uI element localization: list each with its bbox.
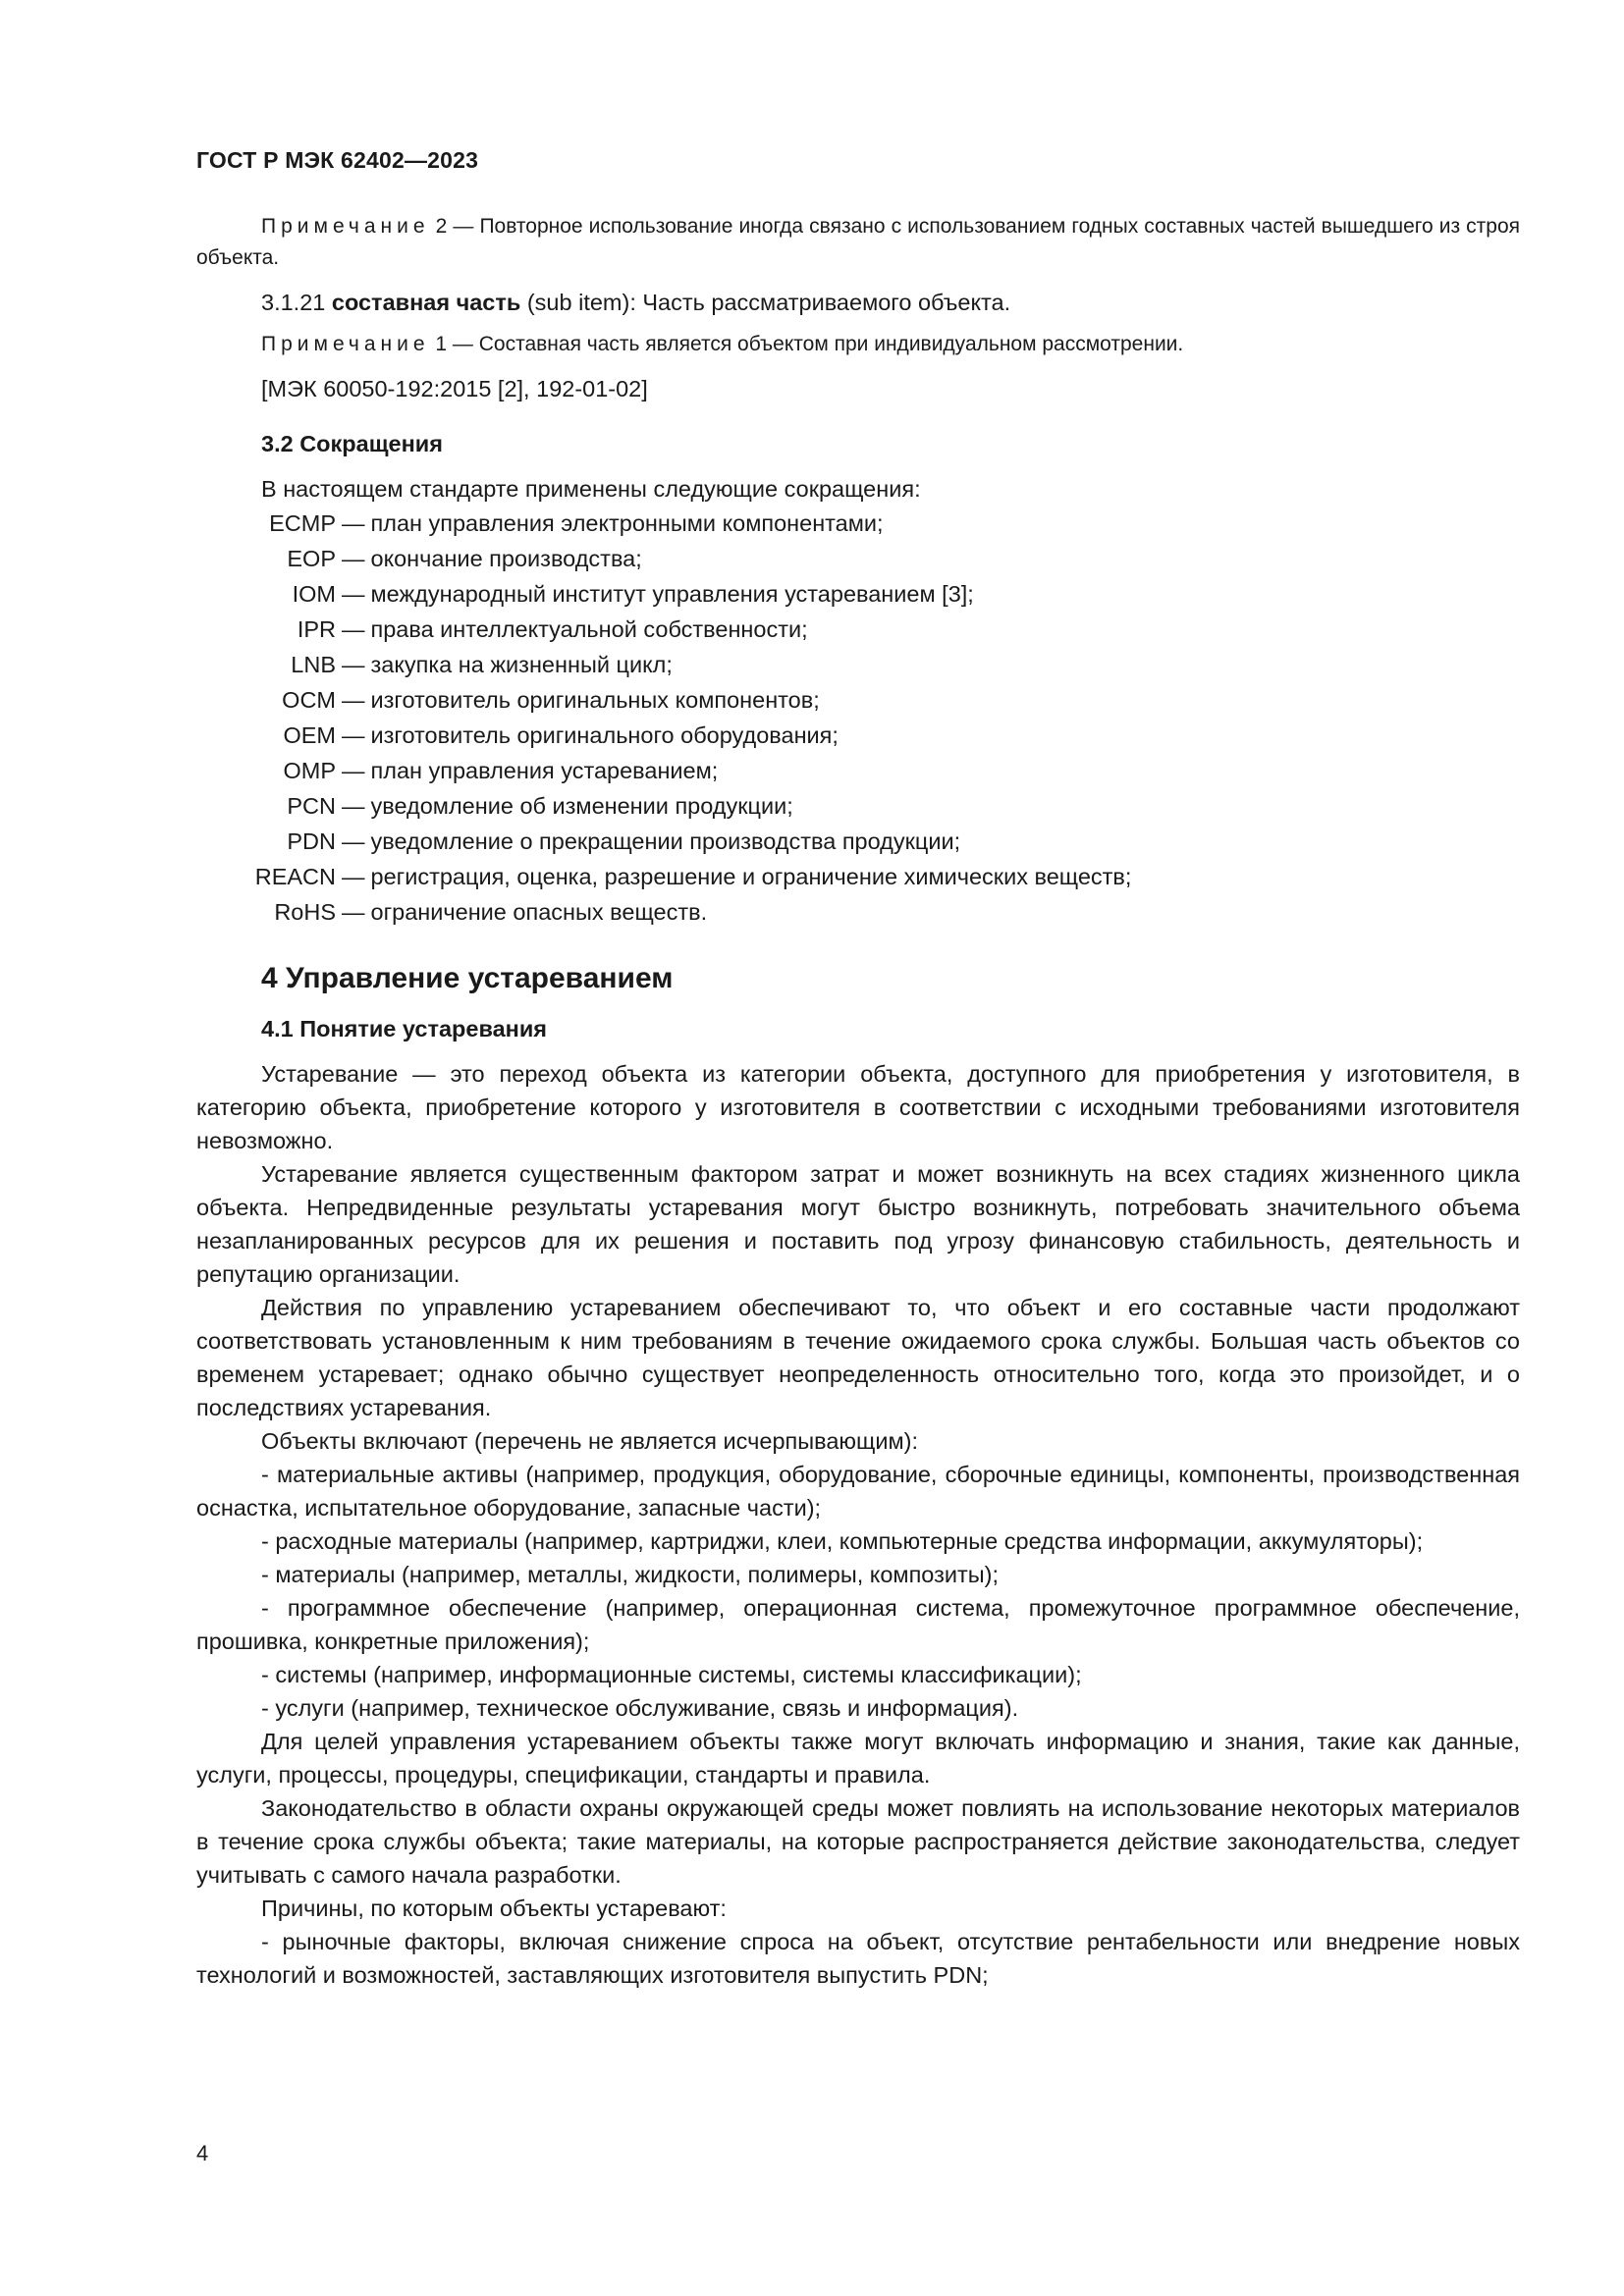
- paragraph: Объекты включают (перечень не является исчерпывающим):: [261, 1428, 919, 1454]
- section-4-title: 4 Управление устареванием: [261, 962, 674, 994]
- abbreviation-row: RoHS — ограничение опасных веществ.: [196, 894, 1520, 930]
- document-page: [196, 147, 1520, 1992]
- abbreviation-row: IOM — международный институт управления устареванием [3];: [196, 576, 1520, 612]
- abbreviation-definition: ограничение опасных веществ.: [370, 899, 708, 925]
- abbreviation-row: PDN — уведомление о прекращении производства продукции;: [196, 824, 1520, 859]
- abbreviation-row: REACN — регистрация, оценка, разрешение и ограничение химических веществ;: [196, 859, 1520, 894]
- list-item: - материальные активы (например, продукция, оборудование, сборочные единицы, компоненты, производственная оснастка, испытательное оборудование, запасные части);: [196, 1462, 1520, 1521]
- paragraph: Причины, по которым объекты устаревают:: [261, 1896, 727, 1921]
- paragraph: Законодательство в области охраны окружающей среды может повлиять на использование некоторых материалов в течение срока службы объекта; такие материалы, на которые распространяется действие законодательства, следует учитывать с самого начала разработки.: [196, 1795, 1520, 1888]
- section-3-2-title: 3.2 Сокращения: [261, 431, 443, 456]
- abbreviation-row: LNB — закупка на жизненный цикл;: [196, 647, 1520, 682]
- term-3-1-21: [196, 286, 1520, 319]
- abbreviation-row: PCN — уведомление об изменении продукции;: [196, 788, 1520, 824]
- list-item: - системы (например, информационные системы, системы классификации);: [261, 1662, 1082, 1687]
- abbreviation-code: OMP: [283, 758, 336, 783]
- note-1: [196, 329, 1520, 360]
- list-item: - услуги (например, техническое обслуживание, связь и информация).: [261, 1695, 1019, 1721]
- abbreviation-definition: изготовитель оригинальных компонентов;: [370, 687, 820, 713]
- note-2: [196, 211, 1520, 274]
- abbreviation-definition: права интеллектуальной собственности;: [370, 616, 808, 642]
- abbreviation-definition: международный институт управления устареванием [3];: [370, 581, 974, 607]
- abbreviation-row: ECMP — план управления электронными компонентами;: [196, 506, 1520, 541]
- page-number: 4: [196, 2141, 209, 2165]
- abbreviation-definition: окончание производства;: [370, 546, 642, 571]
- abbreviation-code: PDN: [287, 828, 336, 854]
- list-item: - материалы (например, металлы, жидкости, полимеры, композиты);: [261, 1562, 1000, 1587]
- abbreviation-code: RoHS: [274, 899, 336, 925]
- abbreviation-row: OCM — изготовитель оригинальных компонентов;: [196, 682, 1520, 718]
- abbreviation-code: REACN: [254, 864, 336, 889]
- note-label: Примечание: [261, 333, 430, 355]
- abbreviation-definition: план управления электронными компонентами;: [370, 510, 884, 536]
- note-text: 2 — Повторное использование иногда связано с использованием годных составных частей вышедшего из строя объекта.: [196, 215, 1520, 269]
- note-text: 1 — Составная часть является объектом при индивидуальном рассмотрении.: [429, 333, 1184, 355]
- paragraph: Действия по управлению устареванием обеспечивают то, что объект и его составные части продолжают соответствовать установленным к ним требованиям в течение ожидаемого срока службы. Большая часть объектов со временем устаревает; однако обычно существует неопределенность относительно того, когда это произойдет, и о последствиях устаревания.: [196, 1295, 1520, 1420]
- paragraph: Для целей управления устареванием объекты также могут включать информацию и знания, такие как данные, услуги, процессы, процедуры, спецификации, стандарты и правила.: [196, 1729, 1520, 1788]
- abbreviation-row: EOP — окончание производства;: [196, 541, 1520, 576]
- section-4-1-title: 4.1 Понятие устаревания: [261, 1016, 548, 1041]
- list-item: - расходные материалы (например, картриджи, клеи, компьютерные средства информации, аккумуляторы);: [261, 1528, 1424, 1554]
- abbreviation-definition: уведомление об изменении продукции;: [370, 793, 793, 819]
- term-reference: [МЭК 60050-192:2015 [2], 192-01-02]: [261, 376, 648, 401]
- abbreviation-definition: изготовитель оригинального оборудования;: [370, 722, 839, 748]
- abbreviation-code: ECMP: [269, 510, 336, 536]
- document-header: ГОСТ Р МЭК 62402—2023: [196, 147, 479, 173]
- abbreviations-list: [196, 506, 1520, 930]
- abbreviations-intro: В настоящем стандарте применены следующие сокращения:: [261, 476, 921, 502]
- abbreviation-code: OCM: [282, 687, 336, 713]
- term-definition: (sub item): Часть рассматриваемого объекта.: [520, 290, 1011, 315]
- abbreviation-row: OMP — план управления устареванием;: [196, 753, 1520, 788]
- abbreviation-row: OEM — изготовитель оригинального оборудования;: [196, 718, 1520, 753]
- paragraph: Устаревание — это переход объекта из категории объекта, доступного для приобретения у изготовителя, в категорию объекта, приобретение которого у изготовителя в соответствии с исходными требованиями изготовителя невозможно.: [196, 1061, 1520, 1153]
- term-number: 3.1.21: [261, 290, 332, 315]
- abbreviation-definition: регистрация, оценка, разрешение и ограничение химических веществ;: [370, 864, 1132, 889]
- abbreviation-code: IPR: [297, 616, 336, 642]
- abbreviation-definition: план управления устареванием;: [370, 758, 719, 783]
- list-item: - рыночные факторы, включая снижение спроса на объект, отсутствие рентабельности или внедрение новых технологий и возможностей, заставляющих изготовителя выпустить PDN;: [196, 1929, 1520, 1988]
- abbreviation-code: EOP: [287, 546, 336, 571]
- abbreviation-definition: закупка на жизненный цикл;: [370, 652, 673, 677]
- abbreviation-code: PCN: [287, 793, 336, 819]
- paragraph: Устаревание является существенным фактором затрат и может возникнуть на всех стадиях жизненного цикла объекта. Непредвиденные результаты устаревания могут быстро возникнуть, потребовать значительного объема незапланированных ресурсов для их решения и поставить под угрозу финансовую стабильность, деятельность и репутацию организации.: [196, 1161, 1520, 1287]
- abbreviation-code: OEM: [283, 722, 336, 748]
- abbreviation-definition: уведомление о прекращении производства продукции;: [370, 828, 961, 854]
- term-name: составная часть: [331, 290, 521, 315]
- abbreviation-row: IPR — права интеллектуальной собственности;: [196, 612, 1520, 647]
- abbreviation-code: IOM: [292, 581, 336, 607]
- note-label: Примечание: [261, 215, 430, 238]
- list-item: - программное обеспечение (например, операционная система, промежуточное программное обеспечение, прошивка, конкретные приложения);: [196, 1595, 1520, 1654]
- abbreviation-code: LNB: [291, 652, 336, 677]
